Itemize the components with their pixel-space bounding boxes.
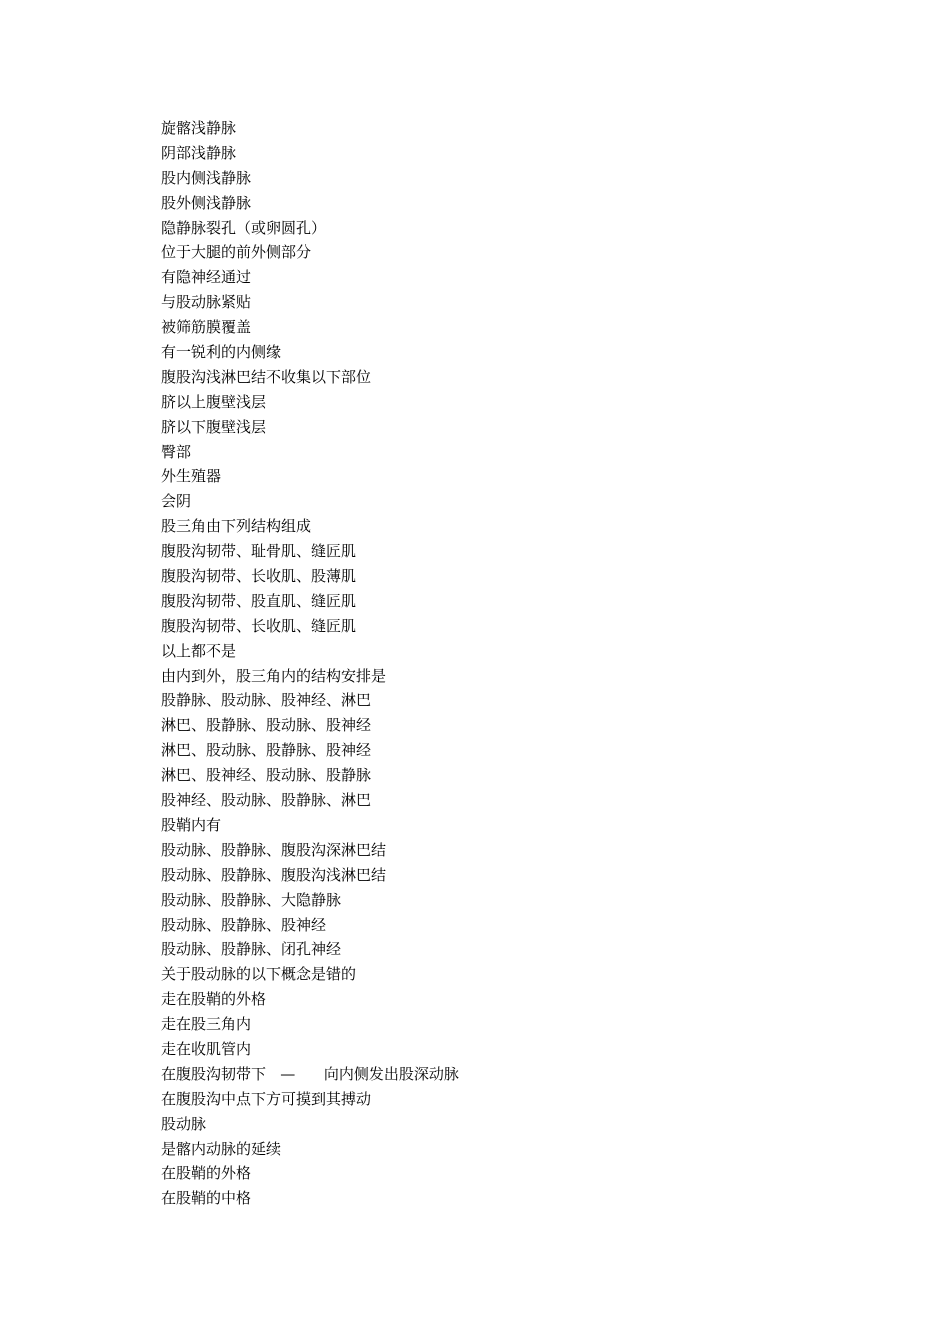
text-line: 腹股沟韧带、长收肌、缝匠肌 — [161, 616, 357, 635]
text-line: 股动脉、股静脉、闭孔神经 — [161, 940, 342, 959]
text-line: 股动脉 — [161, 1114, 207, 1133]
text-line: 股动脉、股静脉、股神经 — [161, 915, 327, 934]
text-line: 隐静脉裂孔（或卵圆孔） — [161, 218, 327, 237]
text-line: 关于股动脉的以下概念是错的 — [161, 965, 357, 984]
document-body — [161, 116, 861, 1211]
text-line: 股鞘内有 — [161, 815, 222, 834]
text-line: 股神经、股动脉、股静脉、淋巴 — [161, 791, 372, 810]
text-line: 在股鞘的外格 — [161, 1164, 252, 1183]
text-line: 在腹股沟中点下方可摸到其搏动 — [161, 1089, 372, 1108]
text-line: 由内到外，股三角内的结构安排是 — [161, 666, 387, 685]
text-line: 走在股三角内 — [161, 1015, 252, 1034]
text-line: 股外侧浅静脉 — [161, 193, 252, 212]
text-line: 腹股沟韧带、长收肌、股薄肌 — [161, 567, 357, 586]
text-line: 淋巴、股动脉、股静脉、股神经 — [161, 741, 372, 760]
text-line: 股三角由下列结构组成 — [161, 517, 312, 536]
text-line: 有隐神经通过 — [161, 268, 252, 287]
text-line: 股动脉、股静脉、腹股沟浅淋巴结 — [161, 865, 387, 884]
text-line: 脐以上腹壁浅层 — [161, 392, 267, 411]
text-line: 脐以下腹壁浅层 — [161, 417, 267, 436]
text-line: 股内侧浅静脉 — [161, 168, 252, 187]
text-line: 腹股沟韧带、耻骨肌、缝匠肌 — [161, 542, 357, 561]
text-line: 有一锐利的内侧缘 — [161, 343, 282, 362]
text-line: 旋髂浅静脉 — [161, 119, 237, 137]
text-line: 在腹股沟韧带下 — 向内侧发出股深动脉 — [161, 1064, 459, 1083]
text-line: 以上都不是 — [161, 641, 237, 660]
text-line: 腹股沟韧带、股直肌、缝匠肌 — [161, 591, 357, 610]
text-line: 股静脉、股动脉、股神经、淋巴 — [161, 691, 372, 710]
text-line: 淋巴、股神经、股动脉、股静脉 — [161, 766, 372, 785]
text-line: 淋巴、股静脉、股动脉、股神经 — [161, 716, 372, 735]
text-line: 在股鞘的中格 — [161, 1189, 252, 1208]
text-line: 是髂内动脉的延续 — [161, 1139, 282, 1158]
text-line: 外生殖器 — [161, 467, 222, 486]
text-line: 会阴 — [161, 492, 192, 511]
text-line: 被筛筋膜覆盖 — [161, 318, 252, 337]
text-line: 走在股鞘的外格 — [161, 990, 267, 1009]
text-line: 与股动脉紧贴 — [161, 293, 252, 312]
text-line: 腹股沟浅淋巴结不收集以下部位 — [161, 367, 372, 386]
text-line: 股动脉、股静脉、腹股沟深淋巴结 — [161, 840, 387, 859]
text-line: 位于大腿的前外侧部分 — [161, 243, 312, 262]
text-line: 阴部浅静脉 — [161, 143, 237, 162]
text-line: 股动脉、股静脉、大隐静脉 — [161, 890, 342, 909]
text-line: 走在收肌管内 — [161, 1039, 252, 1058]
text-line: 臀部 — [161, 442, 192, 461]
